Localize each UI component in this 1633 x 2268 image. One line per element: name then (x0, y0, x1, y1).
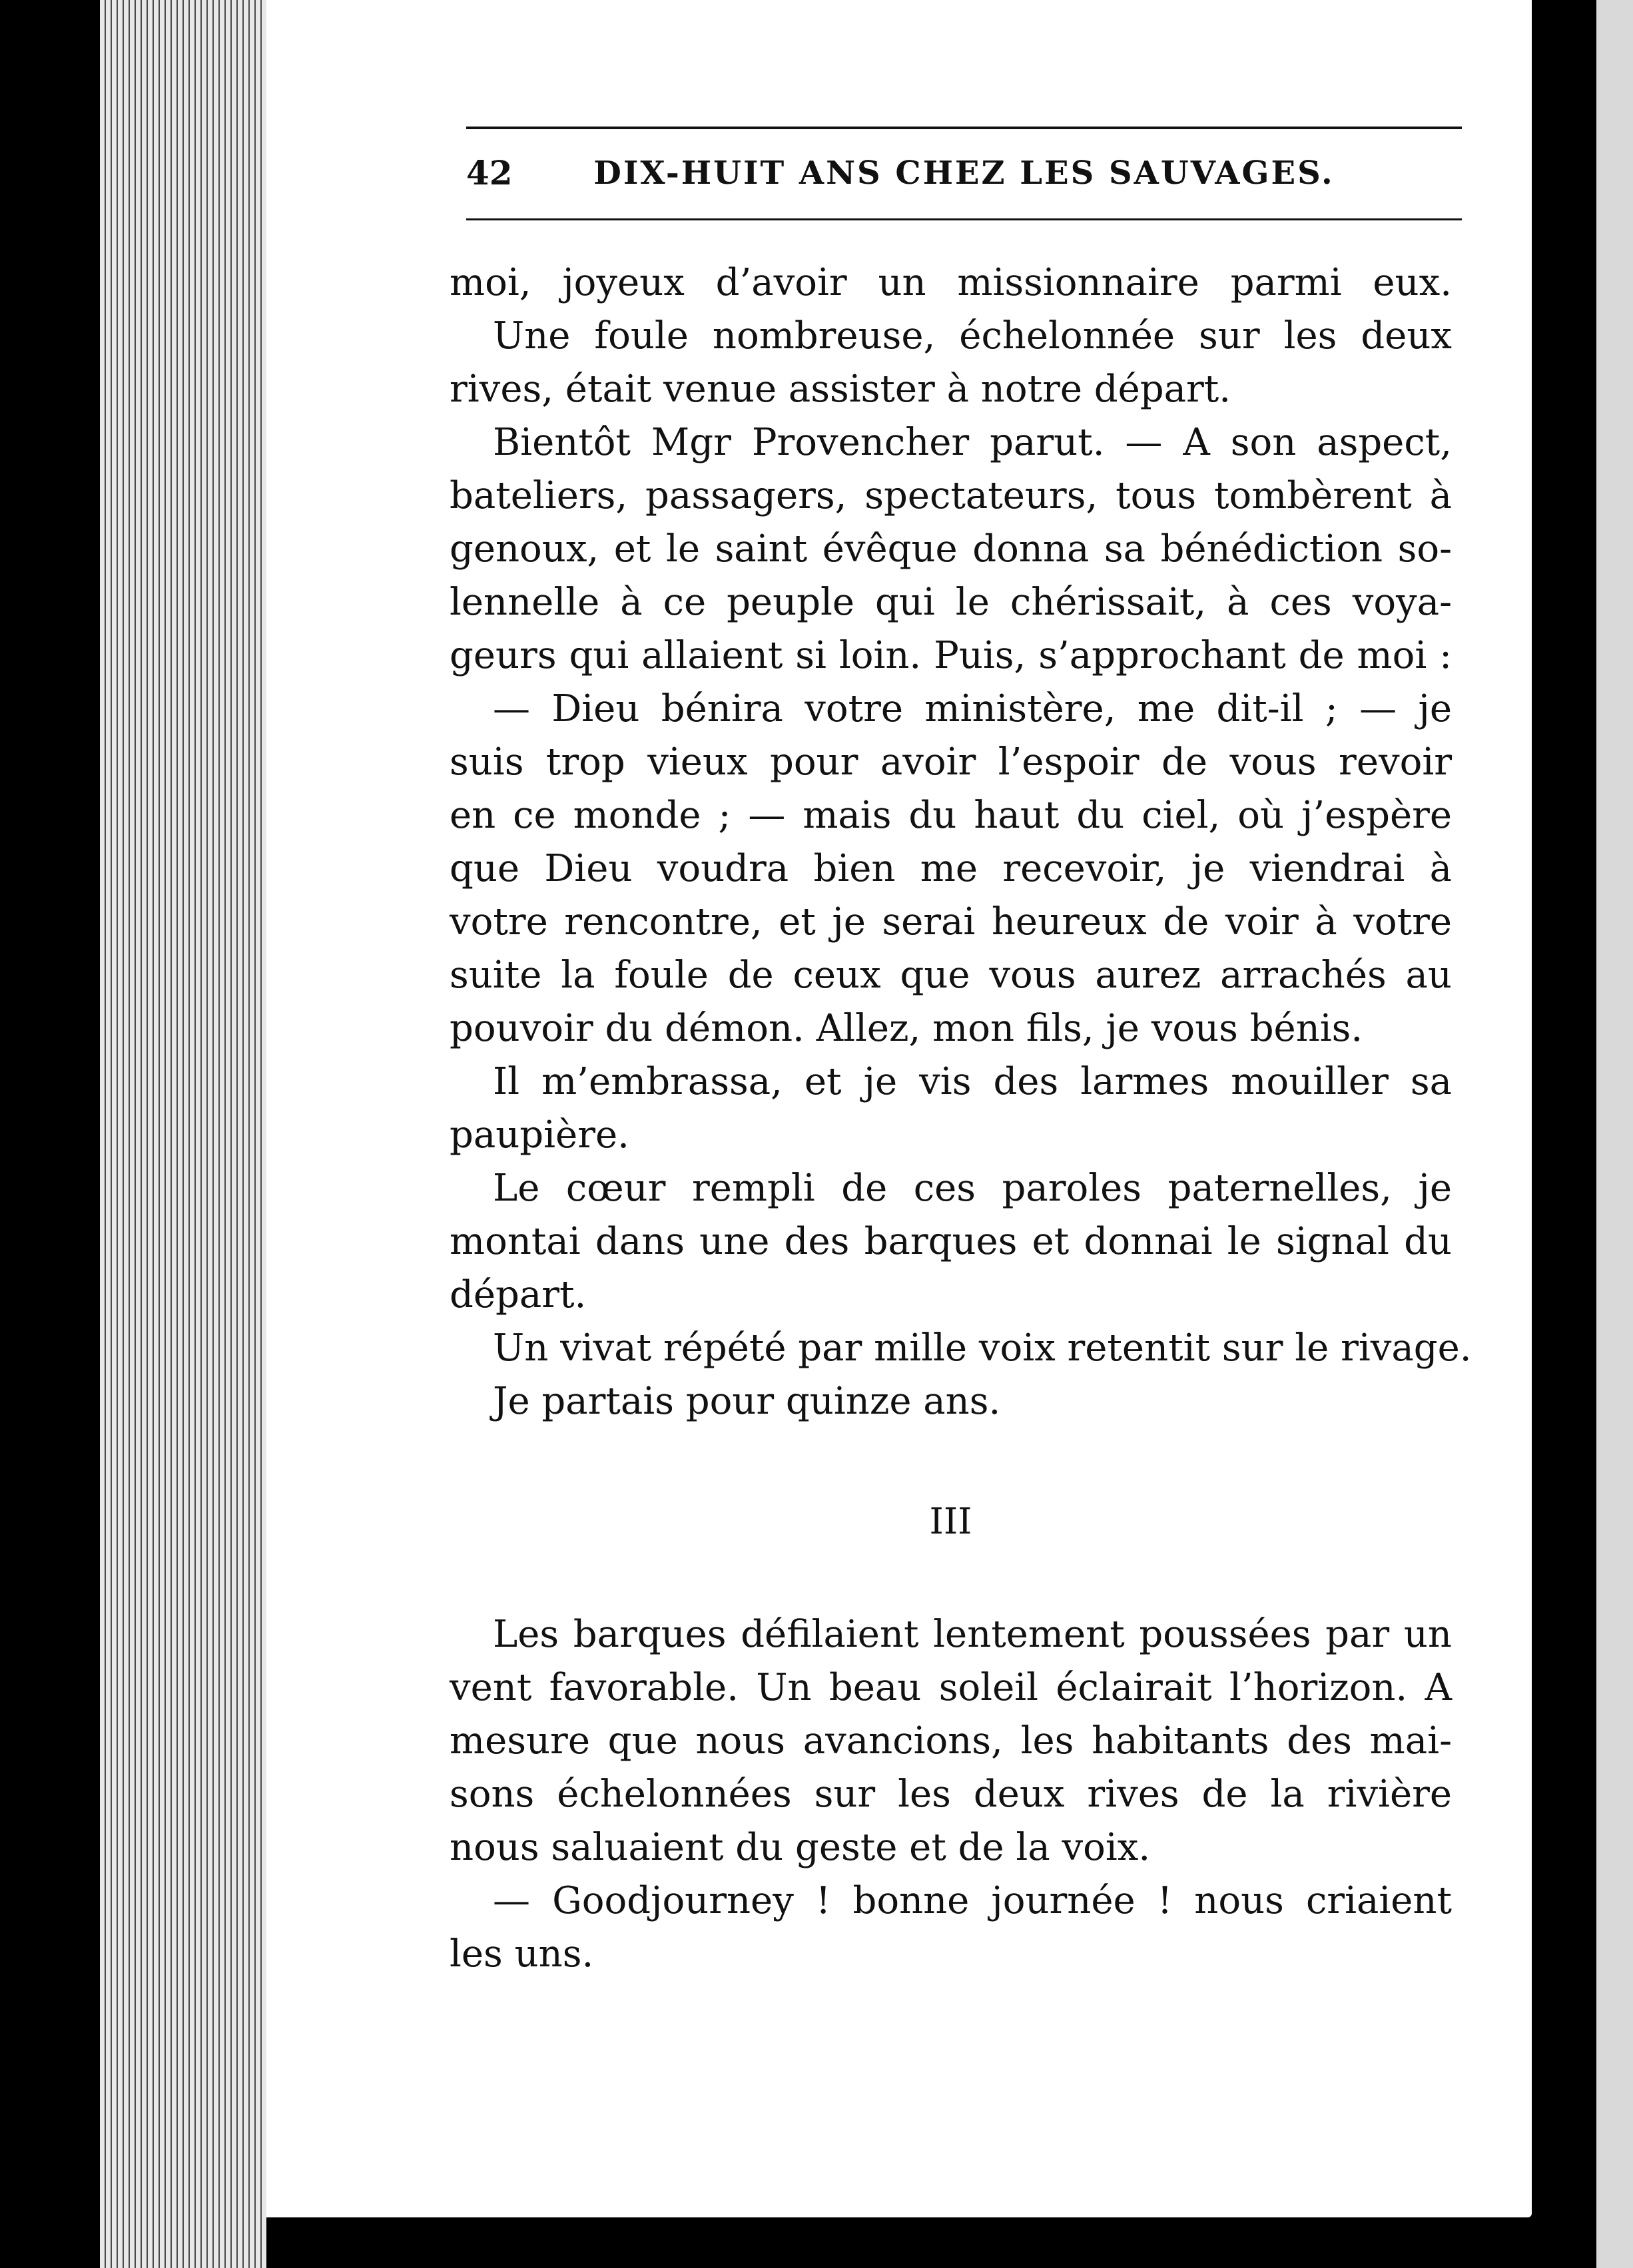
text-line: genoux, et le saint évêque donna sa bénédiction so- (450, 527, 1452, 571)
text-line: Bientôt Mgr Provencher parut. — A son aspect, (493, 421, 1452, 464)
text-line: lennelle à ce peuple qui le chérissait, à ces voya- (450, 581, 1452, 624)
text-line: paupière. (450, 1113, 629, 1157)
text-line: moi, joyeux d’avoir un missionnaire parmi eux. (450, 261, 1452, 304)
text-line: geurs qui allaient si loin. Puis, s’approchant de moi : (450, 634, 1452, 677)
text-line: les uns. (450, 1932, 594, 1976)
text-line: montai dans une des barques et donnai le signal du (450, 1220, 1452, 1263)
text-line: vent favorable. Un beau soleil éclairait l’horizon. A (450, 1666, 1452, 1709)
text-line: Il m’embrassa, et je vis des larmes mouiller sa (493, 1060, 1452, 1103)
text-line: nous saluaient du geste et de la voix. (450, 1826, 1151, 1869)
section-heading: III (929, 1500, 972, 1542)
header-rule-top (466, 127, 1462, 129)
text-line: Un vivat répété par mille voix retentit sur le rivage. (493, 1326, 1472, 1370)
header-rule-bottom (466, 218, 1462, 220)
page-number: 42 (466, 153, 513, 192)
body-text (450, 256, 1472, 1981)
book-page (266, 0, 1532, 2217)
text-line: suis trop vieux pour avoir l’espoir de vous revoir (450, 740, 1452, 784)
text-line: rives, était venue assister à notre départ. (450, 368, 1231, 411)
text-line: que Dieu voudra bien me recevoir, je viendrai à (450, 847, 1452, 890)
text-line: en ce monde ; — mais du haut du ciel, où j’espère (450, 794, 1452, 837)
text-line: — Goodjourney ! bonne journée ! nous criaient (493, 1879, 1452, 1922)
text-line: pouvoir du démon. Allez, mon fils, je vous bénis. (450, 1007, 1363, 1050)
running-title: DIX-HUIT ANS CHEZ LES SAUVAGES. (593, 154, 1335, 192)
text-line: Le cœur rempli de ces paroles paternelles, je (493, 1167, 1452, 1210)
text-line: Une foule nombreuse, échelonnée sur les deux (493, 314, 1452, 358)
text-line: — Dieu bénira votre ministère, me dit-il ; — je (493, 687, 1452, 730)
facing-page-edge (1592, 0, 1633, 2268)
text-line: suite la foule de ceux que vous aurez arrachés au (450, 954, 1452, 997)
text-line: sons échelonnées sur les deux rives de la rivière (450, 1773, 1452, 1816)
text-line: votre rencontre, et je serai heureux de voir à votre (450, 900, 1452, 944)
text-line: Les barques défilaient lentement poussées par un (493, 1613, 1452, 1656)
page-header (466, 148, 1462, 201)
text-line: Je partais pour quinze ans. (493, 1380, 1001, 1423)
page-edges (100, 0, 266, 2268)
text-line: mesure que nous avancions, les habitants des mai- (450, 1719, 1452, 1763)
text-line: bateliers, passagers, spectateurs, tous tombèrent à (450, 474, 1452, 517)
text-line: départ. (450, 1273, 587, 1316)
